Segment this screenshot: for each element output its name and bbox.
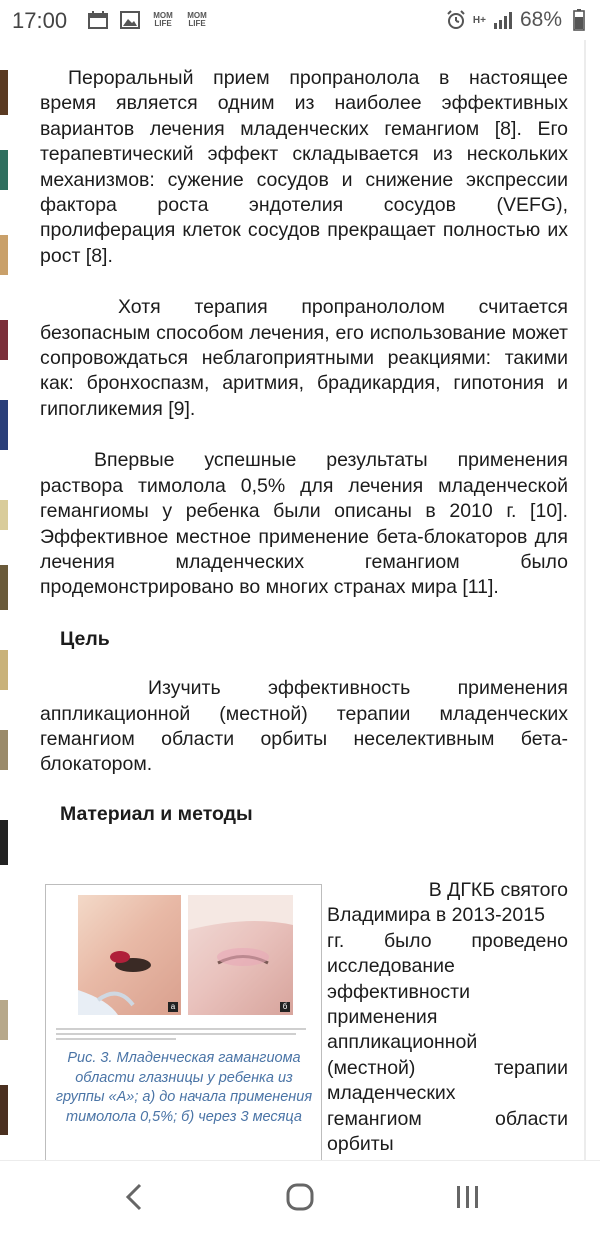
methods-side-text <box>327 878 568 1157</box>
article-body <box>40 66 568 827</box>
home-icon <box>285 1182 315 1212</box>
recent-apps-button[interactable] <box>446 1175 490 1219</box>
back-button[interactable] <box>112 1175 156 1219</box>
calendar-icon <box>86 10 110 30</box>
side-line: орбиты <box>327 1133 394 1156</box>
momlife-badge-2: MOM LIFE <box>187 11 207 28</box>
notification-icons <box>86 10 210 30</box>
battery-percent: 68% <box>519 8 562 31</box>
figure-caption: Рис. 3. Младенческая гамангиома области глазницы у ребенка из группы «А»; а) до начала применения тимолола 0,5%; б) через 3 месяца <box>55 1050 313 1125</box>
left-page-strip <box>0 40 8 1160</box>
momlife-badge-1: MOM LIFE <box>153 11 173 28</box>
system-indicators <box>445 8 590 32</box>
right-page-edge <box>584 40 586 1160</box>
figure-photos <box>78 895 293 1015</box>
side-line: аппликационной <box>327 1031 478 1054</box>
photo-tag-a: а <box>168 1002 178 1012</box>
side-line: Владимира в 2013-2015 <box>327 904 545 927</box>
home-button[interactable] <box>278 1175 322 1219</box>
side-line: применения <box>327 1006 438 1029</box>
network-type: H+ <box>472 14 486 26</box>
signal-icon <box>492 9 514 31</box>
photo-before <box>78 895 181 1015</box>
side-line: (местной) терапии <box>327 1056 568 1079</box>
paragraph-propranolol: Пероральный прием пропранолола в настоящее время является одним из наиболее эффективных вариантов лечения младенческих гемангиом [8]. Его терапевтический эффект складывается из нескольких механизмов: сужение сосудов и снижение экспрессии фактора роста эндотелия сосудов (VEFG), пролиферация клеток сосудов прекращает полностью их рост [8]. <box>40 67 568 267</box>
side-line: гг. было проведено <box>327 929 568 952</box>
status-bar <box>0 0 600 40</box>
status-time: 17:00 <box>12 8 68 33</box>
side-line: гемангиом области <box>327 1107 568 1130</box>
side-line: младенческих <box>327 1082 456 1105</box>
battery-icon <box>568 9 590 31</box>
navigation-bar <box>0 1160 600 1233</box>
recent-apps-icon <box>453 1182 483 1212</box>
paragraph-side-effects: Хотя терапия пропранололом считается безопасным способом лечения, его использование может сопровождаться неблагоприятными реакциями: такими как: бронхоспазм, аритмия, брадикардия, гипотония и гипогликемия [9]. <box>40 296 568 420</box>
side-line: эффективности <box>327 980 471 1003</box>
heading-goal: Цель <box>60 627 110 650</box>
paragraph-goal: Изучить эффективность применения аппликационной (местной) терапии младенческих гемангиом области орбиты неселективным бета-блокатором. <box>40 677 568 776</box>
paragraph-timolol: Впервые успешные результаты применения раствора тимолола 0,5% для лечения младенческой гемангиомы у ребенка были описаны в 2010 г. [10]. Эффективное местное применение бета-блокаторов для лечения младенческих гемангиом было продемонстрировано во многих странах мира [11]. <box>40 449 568 599</box>
alarm-icon <box>445 9 467 31</box>
heading-methods: Материал и методы <box>60 802 253 825</box>
back-icon <box>122 1182 146 1212</box>
side-line: В ДГКБ святого <box>428 879 568 901</box>
figure-3 <box>45 884 322 1166</box>
photo-tag-b: б <box>280 1002 290 1012</box>
side-line: исследование <box>327 955 455 978</box>
photo-after <box>188 895 293 1015</box>
image-icon <box>118 10 142 30</box>
figure-fine-print <box>56 1027 311 1044</box>
